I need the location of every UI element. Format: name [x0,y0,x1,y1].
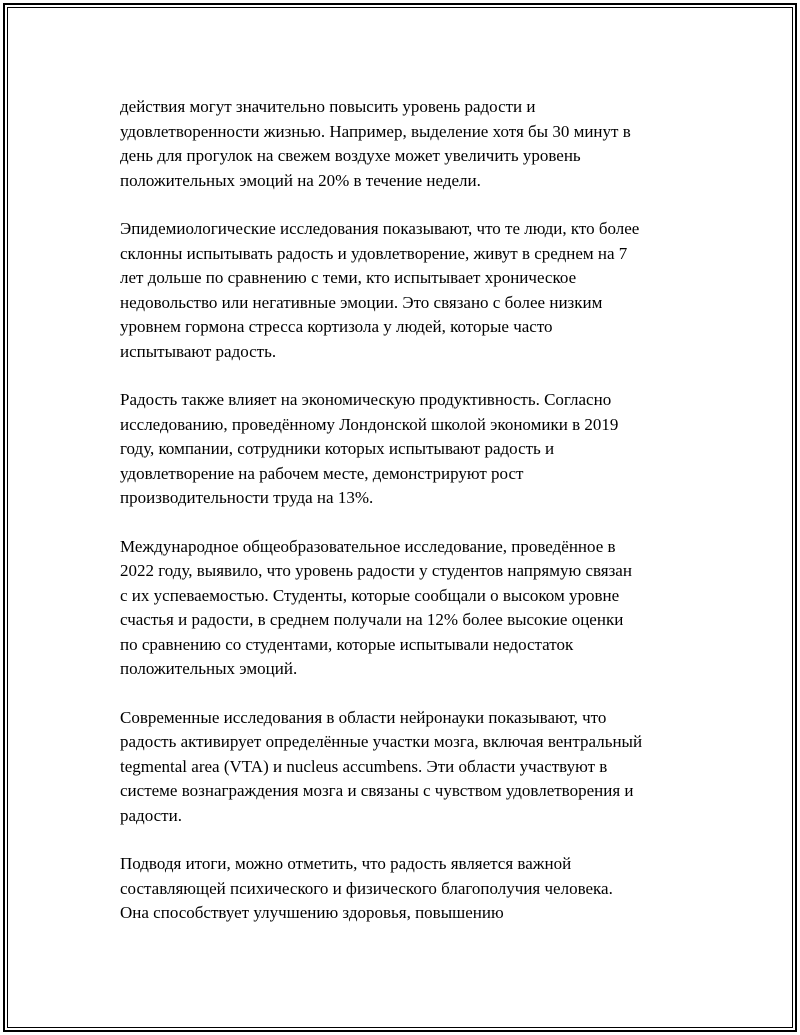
paragraph-6: Подводя итоги, можно отметить, что радость является важной составляющей психического и физического благополучия человека. Она способствует улучшению здоровья, повышению [120,854,613,922]
paragraph-5: Современные исследования в области нейронауки показывают, что радость активирует определённые участки мозга, включая вентральный tegmental area (VTA) и nucleus accumbens. Эти области участвуют в системе вознаграждения мозга и связаны с чувством удовлетворения и радости. [120,707,643,825]
document-body [120,95,695,950]
page-frame [3,3,797,1032]
paragraph-2: Эпидемиологические исследования показывают, что те люди, кто более склонны испытывать радость и удовлетворение, живут в среднем на 7 лет дольше по сравнению с теми, кто испытывает хроническое недовольство или негативные эмоции. Это связано с более низким уровнем гормона стресса кортизола у людей, которые часто испытывают радость. [120,219,640,361]
paragraph-3: Радость также влияет на экономическую продуктивность. Согласно исследованию, проведённому Лондонской школой экономики в 2019 году, компании, сотрудники которых испытывают радость и удовлетворение на рабочем месте, демонстрируют рост производительности труда на 13%. [120,390,619,507]
paragraph-1: действия могут значительно повысить уровень радости и удовлетворенности жизнью. Например, выделение хотя бы 30 минут в день для прогулок на свежем воздухе может увеличить уровень положительных эмоций на 20% в течение недели. [120,97,631,190]
paragraph-4: Международное общеобразовательное исследование, проведённое в 2022 году, выявило, что уровень радости у студентов напрямую связан с их успеваемостью. Студенты, которые сообщали о высоком уровне счастья и радости, в среднем получали на 12% более высокие оценки по сравнению со студентами, которые испытывали недостаток положительных эмоций. [120,536,632,678]
